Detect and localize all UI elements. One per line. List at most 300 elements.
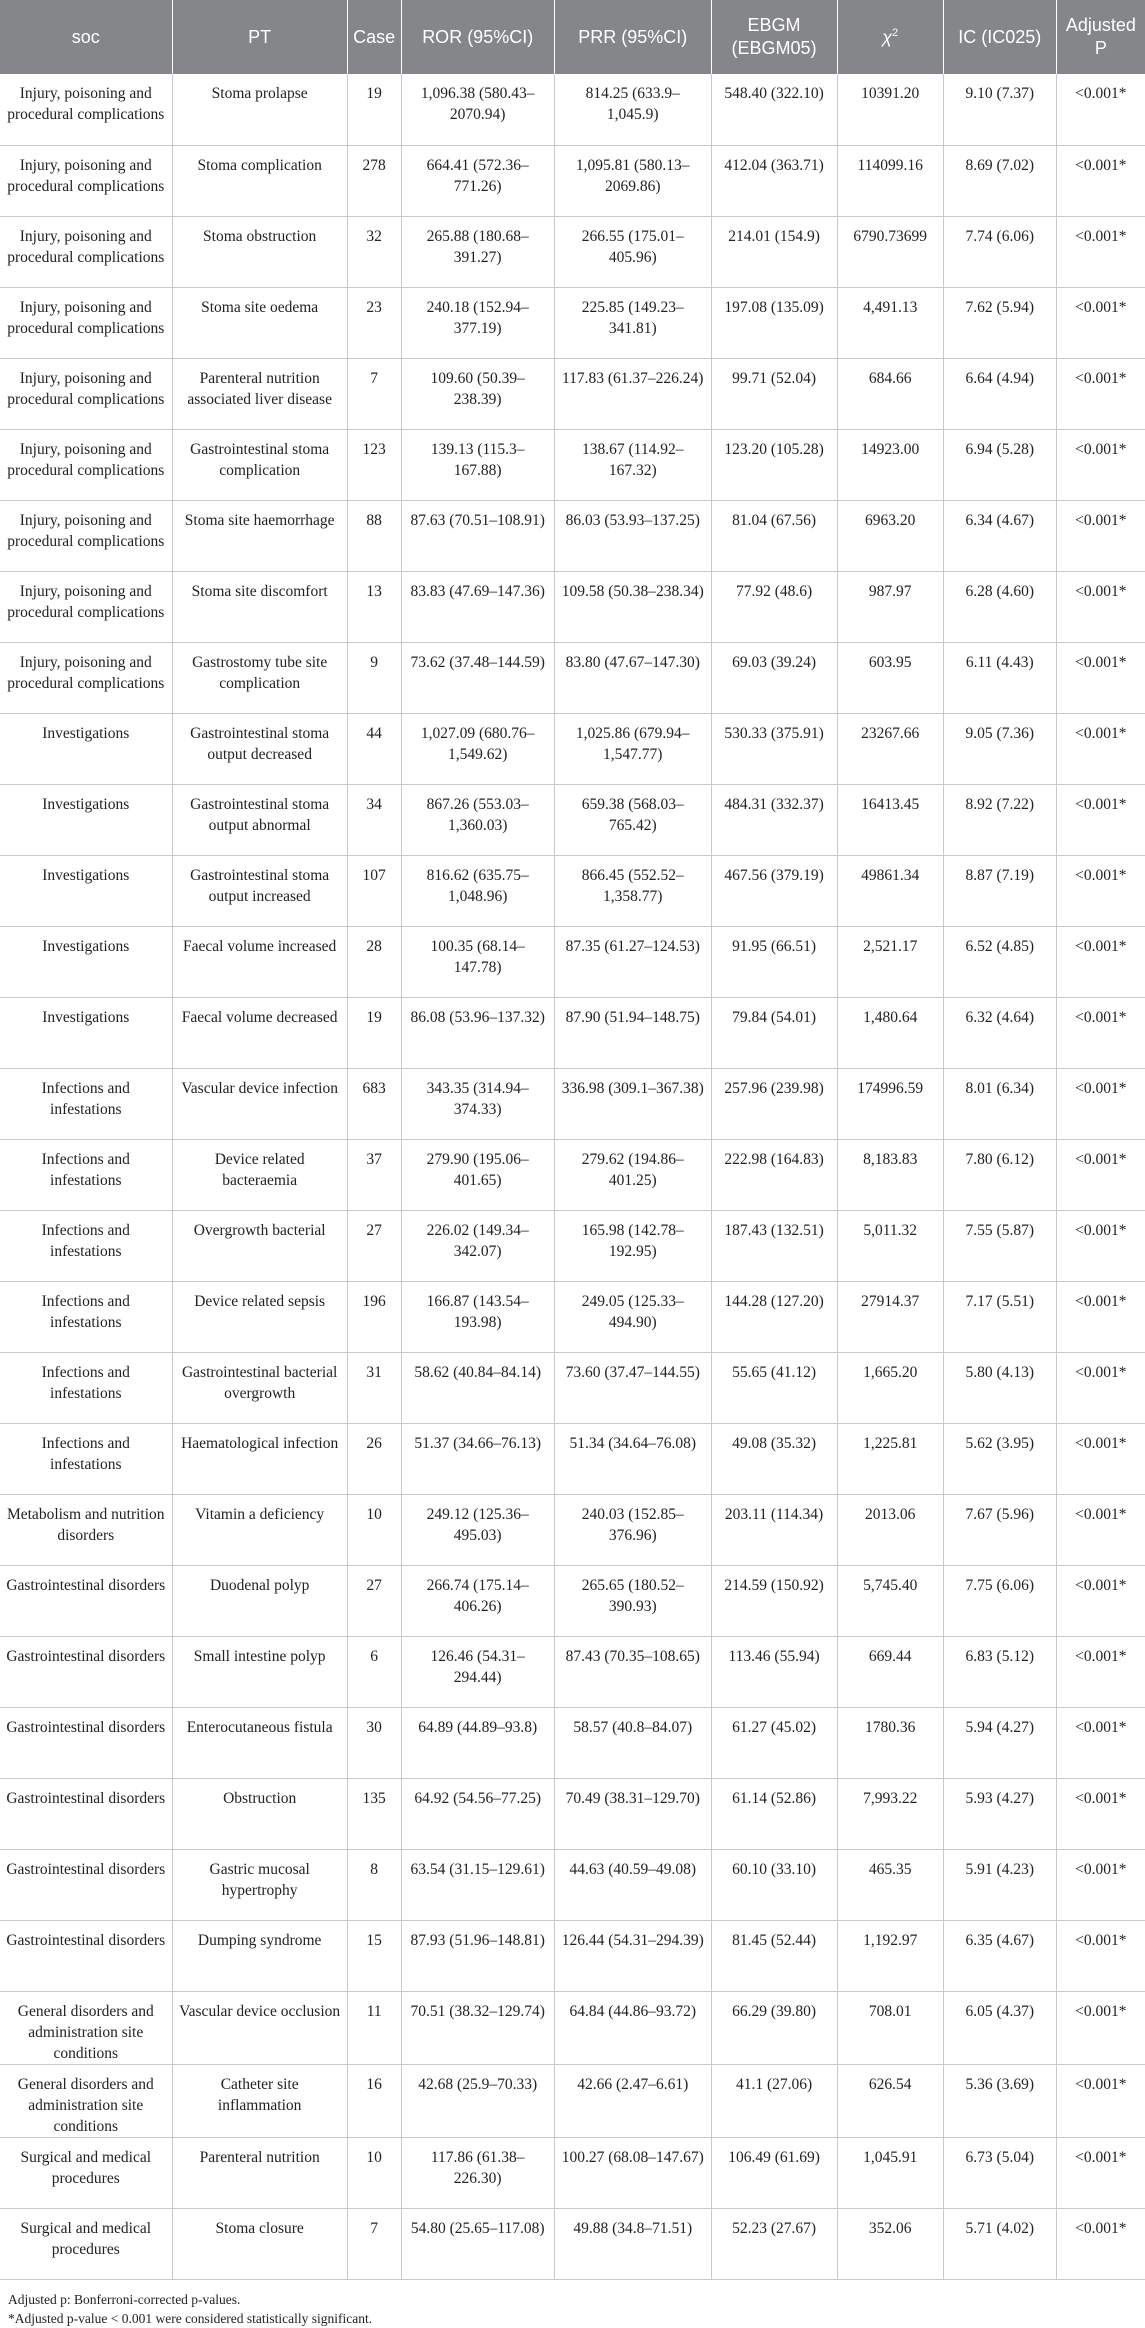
cell-case: 44 bbox=[347, 713, 401, 784]
cell-ror: 83.83 (47.69–147.36) bbox=[401, 571, 554, 642]
cell-pt: Stoma prolapse bbox=[172, 74, 347, 145]
cell-pt: Gastrointestinal stoma complication bbox=[172, 429, 347, 500]
cell-ebgm: 203.11 (114.34) bbox=[711, 1494, 837, 1565]
table-row bbox=[0, 74, 1145, 145]
cell-chi-square: 5,745.40 bbox=[837, 1565, 943, 1636]
cell-adjusted-p: <0.001* bbox=[1056, 1423, 1145, 1494]
cell-ror: 73.62 (37.48–144.59) bbox=[401, 642, 554, 713]
table-row bbox=[0, 1210, 1145, 1281]
table-row bbox=[0, 1991, 1145, 2064]
cell-soc: Injury, poisoning and procedural complications bbox=[0, 642, 172, 713]
cell-ebgm: 91.95 (66.51) bbox=[711, 926, 837, 997]
table-row bbox=[0, 1281, 1145, 1352]
cell-prr: 265.65 (180.52–390.93) bbox=[554, 1565, 711, 1636]
cell-case: 9 bbox=[347, 642, 401, 713]
table-row bbox=[0, 1920, 1145, 1991]
table-row bbox=[0, 784, 1145, 855]
cell-ebgm: 197.08 (135.09) bbox=[711, 287, 837, 358]
cell-ebgm: 99.71 (52.04) bbox=[711, 358, 837, 429]
cell-ic: 8.01 (6.34) bbox=[943, 1068, 1056, 1139]
cell-ic: 8.87 (7.19) bbox=[943, 855, 1056, 926]
cell-pt: Stoma site discomfort bbox=[172, 571, 347, 642]
table-row bbox=[0, 287, 1145, 358]
cell-prr: 1,025.86 (679.94–1,547.77) bbox=[554, 713, 711, 784]
cell-prr: 51.34 (34.64–76.08) bbox=[554, 1423, 711, 1494]
cell-ic: 5.93 (4.27) bbox=[943, 1778, 1056, 1849]
cell-chi-square: 10391.20 bbox=[837, 74, 943, 145]
cell-prr: 44.63 (40.59–49.08) bbox=[554, 1849, 711, 1920]
cell-ebgm: 187.43 (132.51) bbox=[711, 1210, 837, 1281]
cell-ic: 6.28 (4.60) bbox=[943, 571, 1056, 642]
cell-pt: Device related bacteraemia bbox=[172, 1139, 347, 1210]
cell-ebgm: 61.27 (45.02) bbox=[711, 1707, 837, 1778]
cell-prr: 814.25 (633.9–1,045.9) bbox=[554, 74, 711, 145]
header-ror: ROR (95%CI) bbox=[401, 0, 554, 74]
cell-case: 19 bbox=[347, 74, 401, 145]
cell-soc: Surgical and medical procedures bbox=[0, 2137, 172, 2208]
header-chi-square bbox=[837, 0, 943, 74]
cell-chi-square: 1,045.91 bbox=[837, 2137, 943, 2208]
cell-case: 8 bbox=[347, 1849, 401, 1920]
cell-case: 683 bbox=[347, 1068, 401, 1139]
cell-soc: Investigations bbox=[0, 713, 172, 784]
cell-ror: 87.93 (51.96–148.81) bbox=[401, 1920, 554, 1991]
cell-ror: 867.26 (553.03–1,360.03) bbox=[401, 784, 554, 855]
cell-ebgm: 41.1 (27.06) bbox=[711, 2064, 837, 2137]
cell-case: 10 bbox=[347, 1494, 401, 1565]
cell-case: 123 bbox=[347, 429, 401, 500]
cell-case: 28 bbox=[347, 926, 401, 997]
cell-ror: 109.60 (50.39–238.39) bbox=[401, 358, 554, 429]
cell-chi-square: 1,225.81 bbox=[837, 1423, 943, 1494]
cell-ror: 58.62 (40.84–84.14) bbox=[401, 1352, 554, 1423]
cell-ic: 6.32 (4.64) bbox=[943, 997, 1056, 1068]
cell-ebgm: 214.01 (154.9) bbox=[711, 216, 837, 287]
cell-adjusted-p: <0.001* bbox=[1056, 2064, 1145, 2137]
cell-ror: 51.37 (34.66–76.13) bbox=[401, 1423, 554, 1494]
cell-ic: 7.80 (6.12) bbox=[943, 1139, 1056, 1210]
cell-prr: 58.57 (40.8–84.07) bbox=[554, 1707, 711, 1778]
table-row bbox=[0, 500, 1145, 571]
cell-adjusted-p: <0.001* bbox=[1056, 1778, 1145, 1849]
cell-ror: 279.90 (195.06–401.65) bbox=[401, 1139, 554, 1210]
cell-ebgm: 81.45 (52.44) bbox=[711, 1920, 837, 1991]
table-row bbox=[0, 642, 1145, 713]
cell-ebgm: 81.04 (67.56) bbox=[711, 500, 837, 571]
cell-pt: Parenteral nutrition associated liver disease bbox=[172, 358, 347, 429]
cell-ror: 240.18 (152.94–377.19) bbox=[401, 287, 554, 358]
cell-soc: General disorders and administration site conditions bbox=[0, 1991, 172, 2064]
cell-ebgm: 123.20 (105.28) bbox=[711, 429, 837, 500]
cell-adjusted-p: <0.001* bbox=[1056, 1849, 1145, 1920]
cell-pt: Small intestine polyp bbox=[172, 1636, 347, 1707]
cell-soc: Metabolism and nutrition disorders bbox=[0, 1494, 172, 1565]
header-chi-symbol: χ bbox=[882, 26, 893, 47]
table-row bbox=[0, 216, 1145, 287]
cell-case: 27 bbox=[347, 1565, 401, 1636]
cell-pt: Stoma site haemorrhage bbox=[172, 500, 347, 571]
cell-soc: Injury, poisoning and procedural complications bbox=[0, 358, 172, 429]
cell-chi-square: 1,480.64 bbox=[837, 997, 943, 1068]
cell-chi-square: 465.35 bbox=[837, 1849, 943, 1920]
cell-case: 30 bbox=[347, 1707, 401, 1778]
cell-soc: Investigations bbox=[0, 926, 172, 997]
cell-chi-square: 2013.06 bbox=[837, 1494, 943, 1565]
cell-prr: 165.98 (142.78–192.95) bbox=[554, 1210, 711, 1281]
cell-ror: 1,096.38 (580.43–2070.94) bbox=[401, 74, 554, 145]
cell-prr: 866.45 (552.52–1,358.77) bbox=[554, 855, 711, 926]
cell-prr: 117.83 (61.37–226.24) bbox=[554, 358, 711, 429]
cell-pt: Stoma complication bbox=[172, 145, 347, 216]
cell-ebgm: 55.65 (41.12) bbox=[711, 1352, 837, 1423]
cell-ebgm: 257.96 (239.98) bbox=[711, 1068, 837, 1139]
cell-soc: Injury, poisoning and procedural complications bbox=[0, 145, 172, 216]
cell-chi-square: 5,011.32 bbox=[837, 1210, 943, 1281]
cell-ic: 5.91 (4.23) bbox=[943, 1849, 1056, 1920]
header-ic: IC (IC025) bbox=[943, 0, 1056, 74]
cell-case: 23 bbox=[347, 287, 401, 358]
cell-ror: 226.02 (149.34–342.07) bbox=[401, 1210, 554, 1281]
cell-adjusted-p: <0.001* bbox=[1056, 1352, 1145, 1423]
cell-ebgm: 222.98 (164.83) bbox=[711, 1139, 837, 1210]
cell-ebgm: 214.59 (150.92) bbox=[711, 1565, 837, 1636]
cell-soc: Infections and infestations bbox=[0, 1210, 172, 1281]
cell-ebgm: 484.31 (332.37) bbox=[711, 784, 837, 855]
cell-ic: 5.62 (3.95) bbox=[943, 1423, 1056, 1494]
cell-ror: 63.54 (31.15–129.61) bbox=[401, 1849, 554, 1920]
cell-chi-square: 987.97 bbox=[837, 571, 943, 642]
cell-case: 6 bbox=[347, 1636, 401, 1707]
cell-chi-square: 114099.16 bbox=[837, 145, 943, 216]
cell-pt: Gastrointestinal stoma output increased bbox=[172, 855, 347, 926]
cell-case: 31 bbox=[347, 1352, 401, 1423]
cell-soc: Infections and infestations bbox=[0, 1423, 172, 1494]
cell-ebgm: 77.92 (48.6) bbox=[711, 571, 837, 642]
cell-prr: 87.35 (61.27–124.53) bbox=[554, 926, 711, 997]
cell-adjusted-p: <0.001* bbox=[1056, 2137, 1145, 2208]
cell-ebgm: 79.84 (54.01) bbox=[711, 997, 837, 1068]
table-row bbox=[0, 1139, 1145, 1210]
cell-ebgm: 530.33 (375.91) bbox=[711, 713, 837, 784]
cell-adjusted-p: <0.001* bbox=[1056, 287, 1145, 358]
cell-prr: 1,095.81 (580.13–2069.86) bbox=[554, 145, 711, 216]
cell-case: 26 bbox=[347, 1423, 401, 1494]
table-row bbox=[0, 2064, 1145, 2137]
cell-soc: Gastrointestinal disorders bbox=[0, 1636, 172, 1707]
cell-pt: Faecal volume increased bbox=[172, 926, 347, 997]
cell-ror: 86.08 (53.96–137.32) bbox=[401, 997, 554, 1068]
header-soc: soc bbox=[0, 0, 172, 74]
cell-soc: Infections and infestations bbox=[0, 1281, 172, 1352]
cell-ebgm: 52.23 (27.67) bbox=[711, 2208, 837, 2279]
cell-prr: 64.84 (44.86–93.72) bbox=[554, 1991, 711, 2064]
footnote-2: *Adjusted p-value < 0.001 were considered statistically significant. bbox=[8, 2310, 373, 2326]
cell-soc: Infections and infestations bbox=[0, 1139, 172, 1210]
table-row bbox=[0, 358, 1145, 429]
table-row bbox=[0, 926, 1145, 997]
cell-chi-square: 14923.00 bbox=[837, 429, 943, 500]
cell-ic: 7.75 (6.06) bbox=[943, 1565, 1056, 1636]
cell-prr: 73.60 (37.47–144.55) bbox=[554, 1352, 711, 1423]
cell-pt: Device related sepsis bbox=[172, 1281, 347, 1352]
cell-chi-square: 684.66 bbox=[837, 358, 943, 429]
cell-ror: 117.86 (61.38–226.30) bbox=[401, 2137, 554, 2208]
cell-pt: Gastrostomy tube site complication bbox=[172, 642, 347, 713]
cell-soc: Gastrointestinal disorders bbox=[0, 1920, 172, 1991]
cell-case: 34 bbox=[347, 784, 401, 855]
cell-case: 16 bbox=[347, 2064, 401, 2137]
cell-ebgm: 106.49 (61.69) bbox=[711, 2137, 837, 2208]
cell-pt: Vascular device infection bbox=[172, 1068, 347, 1139]
cell-chi-square: 626.54 bbox=[837, 2064, 943, 2137]
table-row bbox=[0, 713, 1145, 784]
cell-soc: Gastrointestinal disorders bbox=[0, 1565, 172, 1636]
table-row bbox=[0, 1423, 1145, 1494]
cell-ebgm: 61.14 (52.86) bbox=[711, 1778, 837, 1849]
table-row bbox=[0, 2208, 1145, 2279]
cell-chi-square: 6963.20 bbox=[837, 500, 943, 571]
cell-ic: 5.94 (4.27) bbox=[943, 1707, 1056, 1778]
cell-adjusted-p: <0.001* bbox=[1056, 1281, 1145, 1352]
table-row bbox=[0, 997, 1145, 1068]
cell-chi-square: 603.95 bbox=[837, 642, 943, 713]
table-body bbox=[0, 74, 1145, 2279]
cell-prr: 109.58 (50.38–238.34) bbox=[554, 571, 711, 642]
cell-pt: Stoma obstruction bbox=[172, 216, 347, 287]
cell-adjusted-p: <0.001* bbox=[1056, 1494, 1145, 1565]
cell-soc: Surgical and medical procedures bbox=[0, 2208, 172, 2279]
cell-prr: 100.27 (68.08–147.67) bbox=[554, 2137, 711, 2208]
cell-chi-square: 708.01 bbox=[837, 1991, 943, 2064]
cell-ror: 126.46 (54.31–294.44) bbox=[401, 1636, 554, 1707]
cell-adjusted-p: <0.001* bbox=[1056, 500, 1145, 571]
cell-case: 7 bbox=[347, 2208, 401, 2279]
cell-adjusted-p: <0.001* bbox=[1056, 1565, 1145, 1636]
cell-adjusted-p: <0.001* bbox=[1056, 855, 1145, 926]
cell-ebgm: 69.03 (39.24) bbox=[711, 642, 837, 713]
cell-ror: 166.87 (143.54–193.98) bbox=[401, 1281, 554, 1352]
cell-ic: 6.34 (4.67) bbox=[943, 500, 1056, 571]
cell-chi-square: 1,192.97 bbox=[837, 1920, 943, 1991]
table-footnotes bbox=[0, 2280, 1145, 2328]
table-row bbox=[0, 2137, 1145, 2208]
header-ebgm: EBGM (EBGM05) bbox=[711, 0, 837, 74]
cell-pt: Faecal volume decreased bbox=[172, 997, 347, 1068]
cell-pt: Gastrointestinal stoma output abnormal bbox=[172, 784, 347, 855]
cell-adjusted-p: <0.001* bbox=[1056, 216, 1145, 287]
cell-pt: Haematological infection bbox=[172, 1423, 347, 1494]
cell-pt: Gastrointestinal bacterial overgrowth bbox=[172, 1352, 347, 1423]
cell-ic: 5.80 (4.13) bbox=[943, 1352, 1056, 1423]
cell-soc: Investigations bbox=[0, 784, 172, 855]
cell-ebgm: 548.40 (322.10) bbox=[711, 74, 837, 145]
cell-prr: 83.80 (47.67–147.30) bbox=[554, 642, 711, 713]
cell-pt: Stoma closure bbox=[172, 2208, 347, 2279]
cell-ic: 6.73 (5.04) bbox=[943, 2137, 1056, 2208]
cell-ic: 6.94 (5.28) bbox=[943, 429, 1056, 500]
cell-chi-square: 49861.34 bbox=[837, 855, 943, 926]
cell-prr: 86.03 (53.93–137.25) bbox=[554, 500, 711, 571]
cell-adjusted-p: <0.001* bbox=[1056, 1707, 1145, 1778]
cell-adjusted-p: <0.001* bbox=[1056, 713, 1145, 784]
cell-ror: 249.12 (125.36–495.03) bbox=[401, 1494, 554, 1565]
cell-ic: 9.10 (7.37) bbox=[943, 74, 1056, 145]
header-row bbox=[0, 0, 1145, 74]
cell-adjusted-p: <0.001* bbox=[1056, 1991, 1145, 2064]
table-row bbox=[0, 1849, 1145, 1920]
cell-soc: Investigations bbox=[0, 997, 172, 1068]
cell-soc: Injury, poisoning and procedural complications bbox=[0, 287, 172, 358]
cell-prr: 70.49 (38.31–129.70) bbox=[554, 1778, 711, 1849]
cell-pt: Parenteral nutrition bbox=[172, 2137, 347, 2208]
cell-ror: 1,027.09 (680.76–1,549.62) bbox=[401, 713, 554, 784]
cell-prr: 49.88 (34.8–71.51) bbox=[554, 2208, 711, 2279]
cell-chi-square: 174996.59 bbox=[837, 1068, 943, 1139]
header-pt: PT bbox=[172, 0, 347, 74]
cell-adjusted-p: <0.001* bbox=[1056, 358, 1145, 429]
cell-soc: Gastrointestinal disorders bbox=[0, 1707, 172, 1778]
cell-ror: 54.80 (25.65–117.08) bbox=[401, 2208, 554, 2279]
cell-ror: 64.89 (44.89–93.8) bbox=[401, 1707, 554, 1778]
cell-ic: 8.92 (7.22) bbox=[943, 784, 1056, 855]
cell-prr: 126.44 (54.31–294.39) bbox=[554, 1920, 711, 1991]
cell-ebgm: 412.04 (363.71) bbox=[711, 145, 837, 216]
cell-ic: 6.64 (4.94) bbox=[943, 358, 1056, 429]
cell-ic: 6.83 (5.12) bbox=[943, 1636, 1056, 1707]
cell-ic: 8.69 (7.02) bbox=[943, 145, 1056, 216]
cell-adjusted-p: <0.001* bbox=[1056, 1139, 1145, 1210]
cell-ic: 7.62 (5.94) bbox=[943, 287, 1056, 358]
table-row bbox=[0, 1565, 1145, 1636]
cell-ror: 70.51 (38.32–129.74) bbox=[401, 1991, 554, 2064]
table-row bbox=[0, 1494, 1145, 1565]
cell-ic: 6.35 (4.67) bbox=[943, 1920, 1056, 1991]
cell-ic: 7.17 (5.51) bbox=[943, 1281, 1056, 1352]
cell-case: 32 bbox=[347, 216, 401, 287]
cell-ror: 100.35 (68.14–147.78) bbox=[401, 926, 554, 997]
cell-case: 27 bbox=[347, 1210, 401, 1281]
cell-adjusted-p: <0.001* bbox=[1056, 74, 1145, 145]
cell-chi-square: 352.06 bbox=[837, 2208, 943, 2279]
cell-ror: 64.92 (54.56–77.25) bbox=[401, 1778, 554, 1849]
cell-prr: 87.90 (51.94–148.75) bbox=[554, 997, 711, 1068]
cell-case: 19 bbox=[347, 997, 401, 1068]
cell-soc: Investigations bbox=[0, 855, 172, 926]
cell-adjusted-p: <0.001* bbox=[1056, 2208, 1145, 2279]
cell-prr: 42.66 (2.47–6.61) bbox=[554, 2064, 711, 2137]
cell-adjusted-p: <0.001* bbox=[1056, 429, 1145, 500]
table-row bbox=[0, 1707, 1145, 1778]
cell-prr: 138.67 (114.92–167.32) bbox=[554, 429, 711, 500]
cell-adjusted-p: <0.001* bbox=[1056, 571, 1145, 642]
cell-adjusted-p: <0.001* bbox=[1056, 1210, 1145, 1281]
cell-adjusted-p: <0.001* bbox=[1056, 642, 1145, 713]
cell-case: 88 bbox=[347, 500, 401, 571]
cell-prr: 336.98 (309.1–367.38) bbox=[554, 1068, 711, 1139]
cell-case: 11 bbox=[347, 1991, 401, 2064]
cell-ic: 9.05 (7.36) bbox=[943, 713, 1056, 784]
cell-adjusted-p: <0.001* bbox=[1056, 784, 1145, 855]
cell-soc: Injury, poisoning and procedural complications bbox=[0, 500, 172, 571]
cell-chi-square: 27914.37 bbox=[837, 1281, 943, 1352]
cell-ic: 6.52 (4.85) bbox=[943, 926, 1056, 997]
cell-case: 10 bbox=[347, 2137, 401, 2208]
cell-ror: 87.63 (70.51–108.91) bbox=[401, 500, 554, 571]
cell-adjusted-p: <0.001* bbox=[1056, 145, 1145, 216]
cell-prr: 659.38 (568.03–765.42) bbox=[554, 784, 711, 855]
cell-prr: 279.62 (194.86–401.25) bbox=[554, 1139, 711, 1210]
cell-case: 37 bbox=[347, 1139, 401, 1210]
cell-pt: Gastric mucosal hypertrophy bbox=[172, 1849, 347, 1920]
cell-chi-square: 23267.66 bbox=[837, 713, 943, 784]
cell-adjusted-p: <0.001* bbox=[1056, 1636, 1145, 1707]
cell-ror: 343.35 (314.94–374.33) bbox=[401, 1068, 554, 1139]
cell-soc: Gastrointestinal disorders bbox=[0, 1778, 172, 1849]
cell-ic: 5.71 (4.02) bbox=[943, 2208, 1056, 2279]
cell-case: 13 bbox=[347, 571, 401, 642]
cell-ebgm: 66.29 (39.80) bbox=[711, 1991, 837, 2064]
cell-pt: Catheter site inflammation bbox=[172, 2064, 347, 2137]
cell-ic: 5.36 (3.69) bbox=[943, 2064, 1056, 2137]
cell-ror: 42.68 (25.9–70.33) bbox=[401, 2064, 554, 2137]
table-row bbox=[0, 1352, 1145, 1423]
cell-pt: Duodenal polyp bbox=[172, 1565, 347, 1636]
cell-chi-square: 7,993.22 bbox=[837, 1778, 943, 1849]
cell-ror: 265.88 (180.68–391.27) bbox=[401, 216, 554, 287]
cell-prr: 87.43 (70.35–108.65) bbox=[554, 1636, 711, 1707]
cell-soc: Gastrointestinal disorders bbox=[0, 1849, 172, 1920]
cell-pt: Vascular device occlusion bbox=[172, 1991, 347, 2064]
cell-ebgm: 60.10 (33.10) bbox=[711, 1849, 837, 1920]
cell-ror: 816.62 (635.75–1,048.96) bbox=[401, 855, 554, 926]
cell-adjusted-p: <0.001* bbox=[1056, 1068, 1145, 1139]
cell-ic: 7.67 (5.96) bbox=[943, 1494, 1056, 1565]
table-row bbox=[0, 1778, 1145, 1849]
table-row bbox=[0, 1636, 1145, 1707]
cell-case: 196 bbox=[347, 1281, 401, 1352]
cell-pt: Vitamin a deficiency bbox=[172, 1494, 347, 1565]
cell-ebgm: 467.56 (379.19) bbox=[711, 855, 837, 926]
cell-chi-square: 4,491.13 bbox=[837, 287, 943, 358]
cell-ebgm: 144.28 (127.20) bbox=[711, 1281, 837, 1352]
cell-prr: 266.55 (175.01–405.96) bbox=[554, 216, 711, 287]
cell-case: 135 bbox=[347, 1778, 401, 1849]
cell-chi-square: 2,521.17 bbox=[837, 926, 943, 997]
table-row bbox=[0, 571, 1145, 642]
footnote-1: Adjusted p: Bonferroni-corrected p-values. bbox=[8, 2291, 241, 2307]
table-row bbox=[0, 145, 1145, 216]
table-row bbox=[0, 855, 1145, 926]
header-chi-sup: 2 bbox=[892, 26, 899, 39]
cell-adjusted-p: <0.001* bbox=[1056, 1920, 1145, 1991]
cell-prr: 249.05 (125.33–494.90) bbox=[554, 1281, 711, 1352]
cell-soc: Infections and infestations bbox=[0, 1068, 172, 1139]
cell-adjusted-p: <0.001* bbox=[1056, 926, 1145, 997]
cell-soc: Injury, poisoning and procedural complications bbox=[0, 429, 172, 500]
header-adjusted-p: Adjusted P bbox=[1056, 0, 1145, 74]
cell-pt: Enterocutaneous fistula bbox=[172, 1707, 347, 1778]
cell-adjusted-p: <0.001* bbox=[1056, 997, 1145, 1068]
cell-soc: Injury, poisoning and procedural complications bbox=[0, 571, 172, 642]
cell-soc: General disorders and administration site conditions bbox=[0, 2064, 172, 2137]
cell-prr: 240.03 (152.85–376.96) bbox=[554, 1494, 711, 1565]
cell-case: 107 bbox=[347, 855, 401, 926]
cell-pt: Dumping syndrome bbox=[172, 1920, 347, 1991]
cell-ic: 6.11 (4.43) bbox=[943, 642, 1056, 713]
cell-soc: Infections and infestations bbox=[0, 1352, 172, 1423]
cell-case: 7 bbox=[347, 358, 401, 429]
cell-ebgm: 113.46 (55.94) bbox=[711, 1636, 837, 1707]
